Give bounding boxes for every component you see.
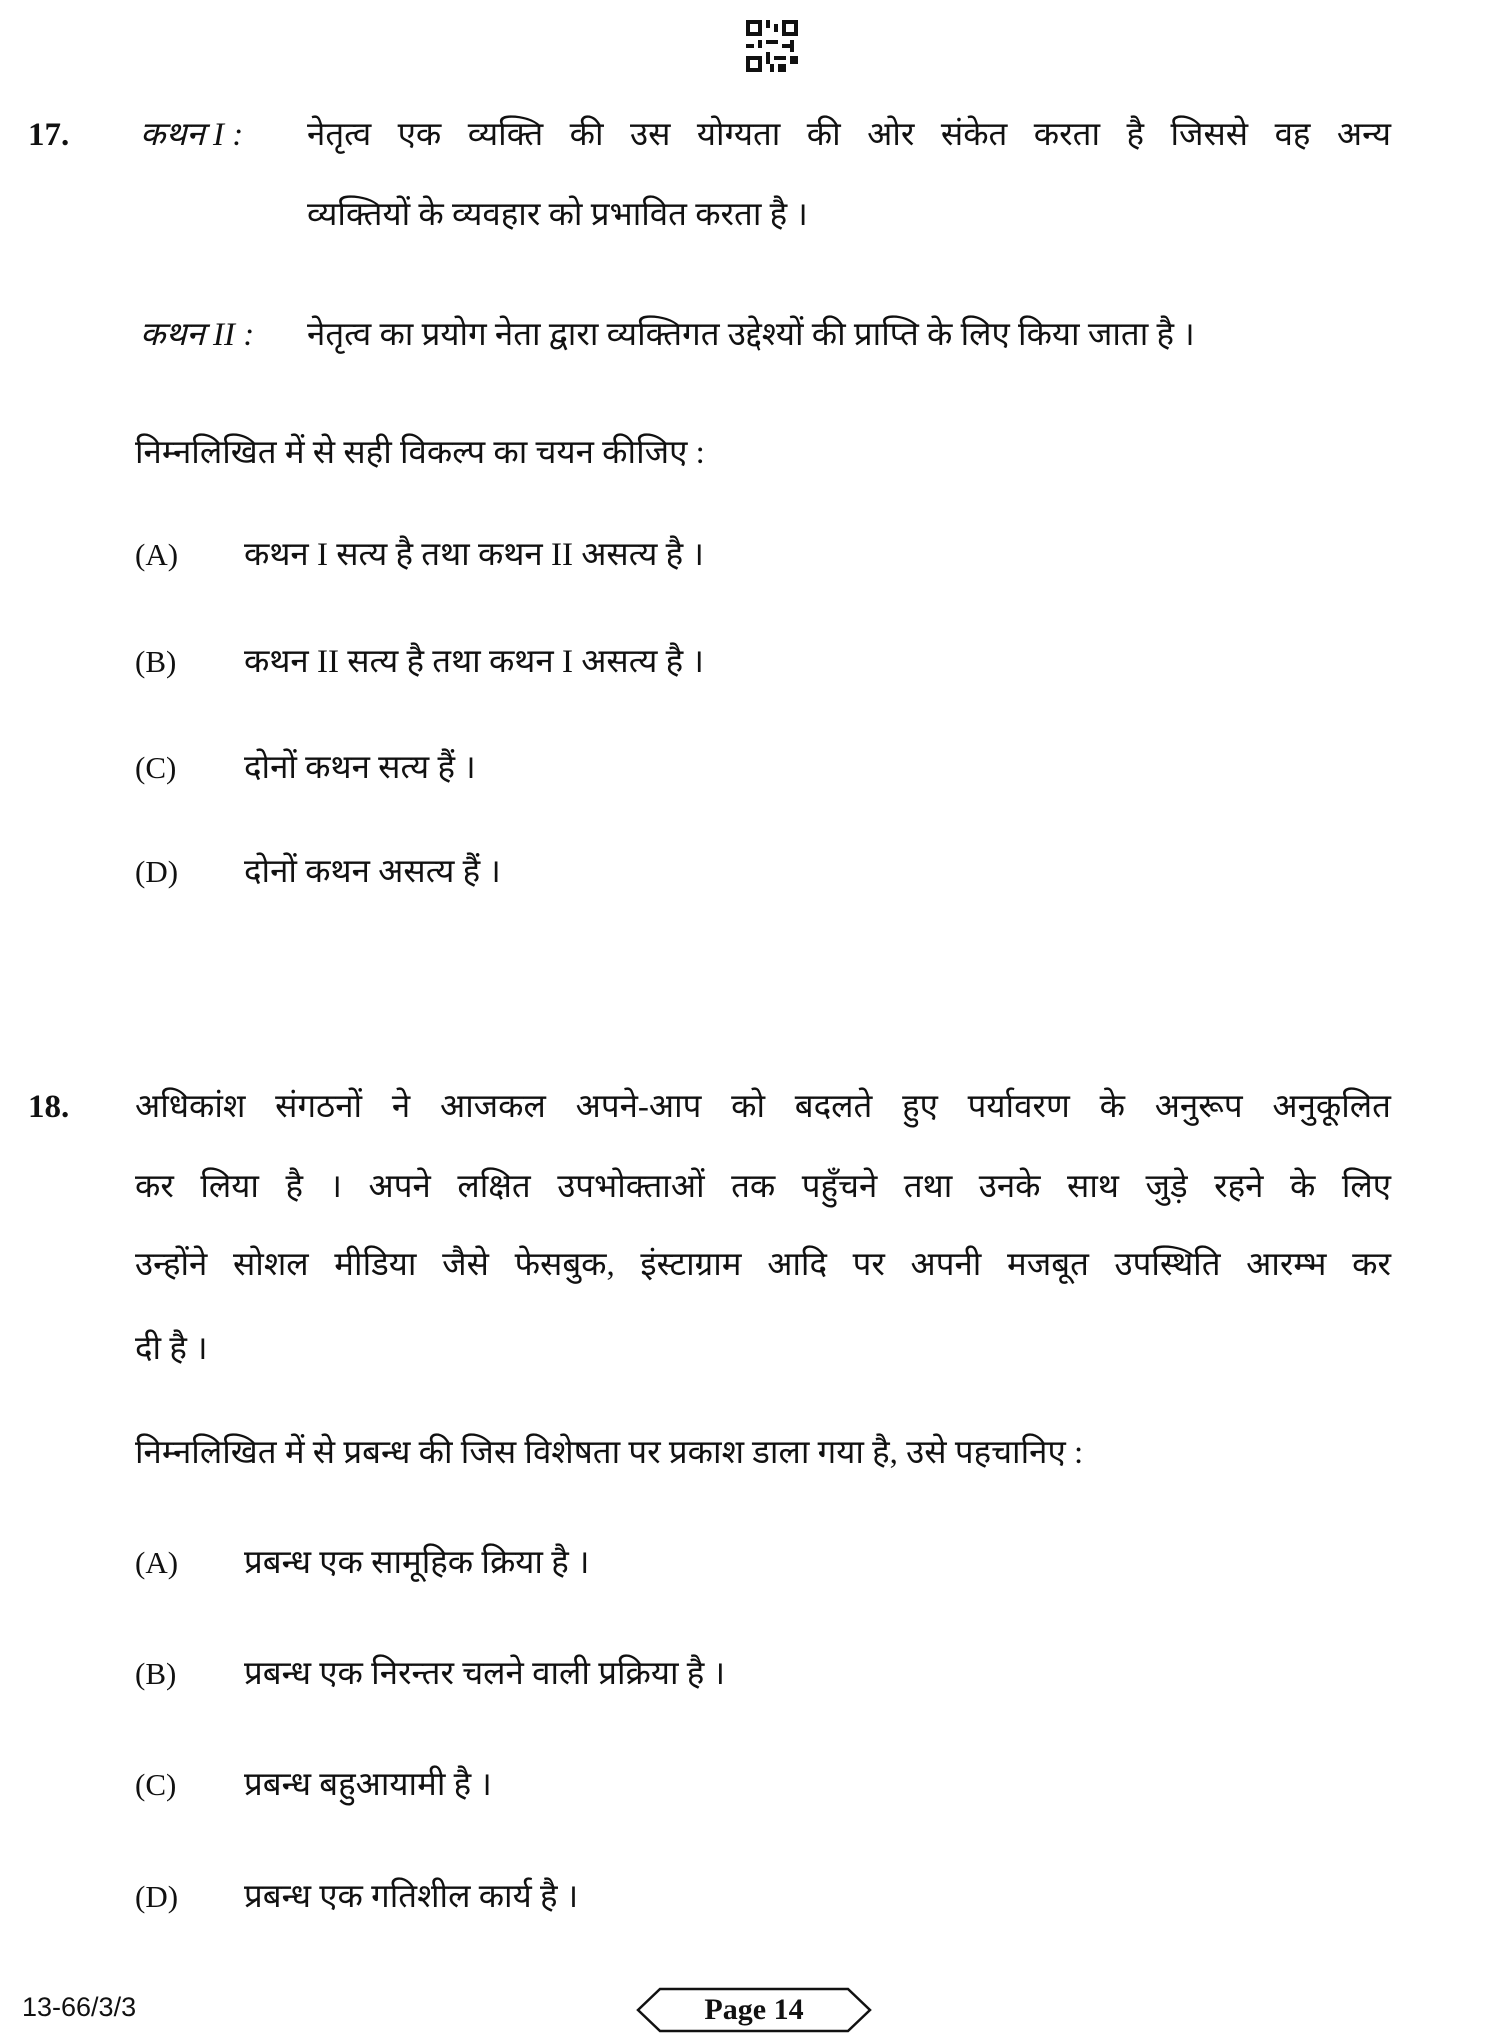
option-key: (A) <box>135 537 179 572</box>
passage-line-3: उन्होंने सोशल मीडिया जैसे फेसबुक, इंस्टाग्राम आदि पर अपनी मजबूत उपस्थिति आरम्भ कर <box>135 1247 1391 1283</box>
statement-1-label: कथन I : <box>140 117 244 153</box>
option-key: (D) <box>135 854 179 889</box>
statement-1-line-2: व्यक्तियों के व्यवहार को प्रभावित करता है । <box>307 197 808 233</box>
statement-1-line-1: नेतृत्व एक व्यक्ति की उस योग्यता की ओर संकेत करता है जिससे वह अन्य <box>307 117 1391 153</box>
question-number: 17. <box>28 117 70 153</box>
question-prompt: निम्नलिखित में से प्रबन्ध की जिस विशेषता पर प्रकाश डाला गया है, उसे पहचानिए : <box>135 1435 1084 1471</box>
passage-line-2: कर लिया है । अपने लक्षित उपभोक्ताओं तक पहुँचने तथा उनके साथ जुड़े रहने के लिए <box>135 1169 1391 1205</box>
option-text: कथन II सत्य है तथा कथन I असत्य है । <box>244 644 704 680</box>
paper-code: 13-66/3/3 <box>22 1992 137 2022</box>
option-key: (D) <box>135 1879 179 1914</box>
option-text: दोनों कथन असत्य हैं । <box>244 854 501 890</box>
option-key: (B) <box>135 644 177 679</box>
question-number: 18. <box>28 1089 70 1125</box>
passage-line-1: अधिकांश संगठनों ने आजकल अपने-आप को बदलते हुए पर्यावरण के अनुरूप अनुकूलित <box>135 1089 1391 1125</box>
option-text: दोनों कथन सत्य हैं । <box>244 750 476 786</box>
option-text: प्रबन्ध एक सामूहिक क्रिया है । <box>244 1545 590 1581</box>
option-key: (C) <box>135 750 177 785</box>
statement-2-label: कथन II : <box>140 317 255 353</box>
option-key: (B) <box>135 1656 177 1691</box>
option-text: प्रबन्ध एक निरन्तर चलने वाली प्रक्रिया है । <box>244 1656 726 1692</box>
option-text: प्रबन्ध एक गतिशील कार्य है । <box>244 1879 579 1915</box>
option-key: (C) <box>135 1767 177 1802</box>
option-key: (A) <box>135 1545 179 1580</box>
page-number: Page 14 <box>704 1993 804 2026</box>
statement-2-text: नेतृत्व का प्रयोग नेता द्वारा व्यक्तिगत उद्देश्यों की प्राप्ति के लिए किया जाता है । <box>307 317 1195 353</box>
option-text: प्रबन्ध बहुआयामी है । <box>244 1767 492 1803</box>
passage-line-4: दी है । <box>135 1331 208 1367</box>
option-text: कथन I सत्य है तथा कथन II असत्य है । <box>244 537 704 573</box>
question-prompt: निम्नलिखित में से सही विकल्प का चयन कीजिए : <box>135 435 705 471</box>
qr-code-icon <box>746 20 798 72</box>
page-number-badge <box>636 1987 872 2033</box>
